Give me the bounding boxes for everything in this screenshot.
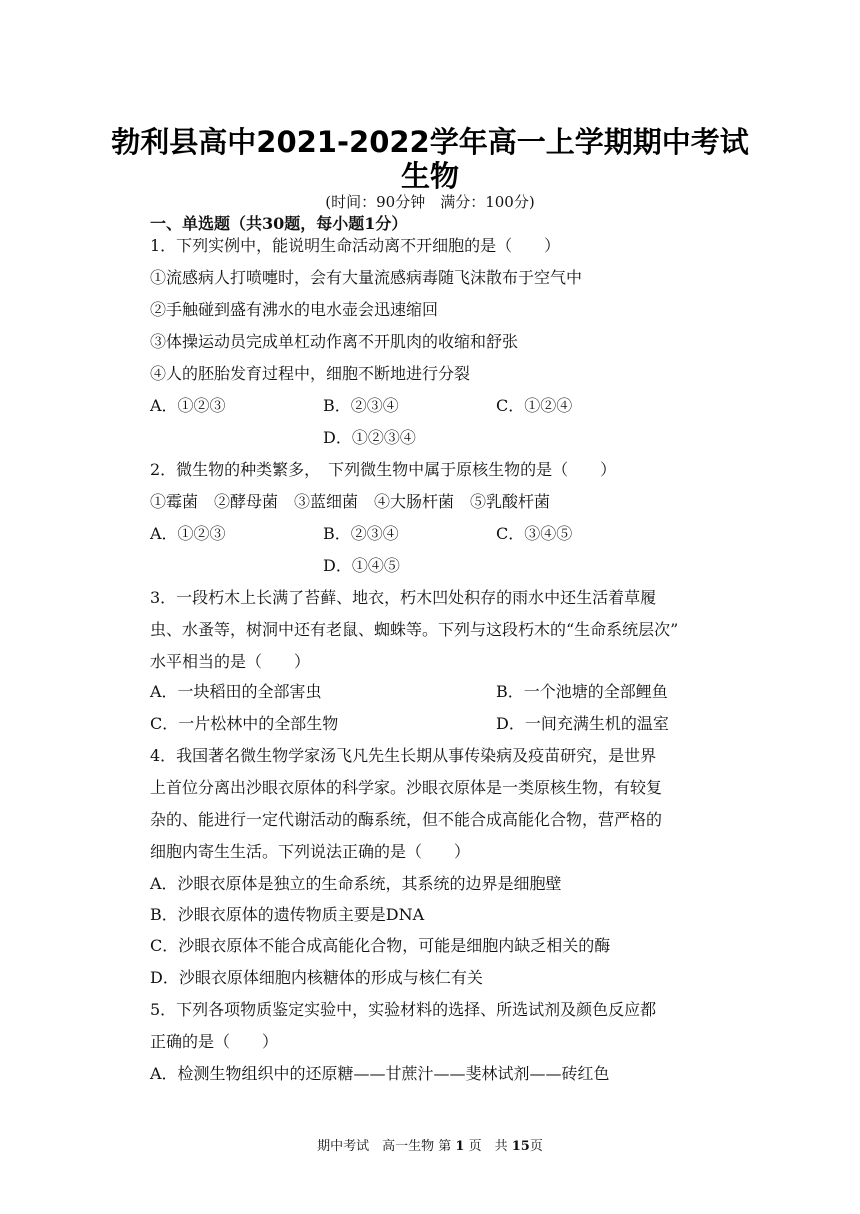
q5-stem-line: 正确的是（ ） [150,1032,279,1051]
q1-item: ①流感病人打喷嚏时，会有大量流感病毒随飞沫散布于空气中 [150,268,583,287]
q1-option-b: B．②③④ [323,396,399,415]
q5-stem-line: 5．下列各项物质鉴定实验中，实验材料的选择、所选试剂及颜色反应都 [150,1000,657,1019]
q4-option-b: B．沙眼衣原体的遗传物质主要是DNA [150,905,425,924]
q3-option-a: A．一块稻田的全部害虫 [150,682,322,701]
q1-option-d: D．①②③④ [323,428,416,447]
q1-option-a: A．①②③ [150,396,226,415]
q4-stem-line: 4．我国著名微生物学家汤飞凡先生长期从事传染病及疫苗研究，是世界 [150,746,657,765]
q4-option-a: A．沙眼衣原体是独立的生命系统，其系统的边界是细胞壁 [150,874,562,893]
q3-option-d: D．一间充满生机的温室 [496,714,669,733]
exam-title: 勃利县高中2021-2022学年高一上学期期中考试 [111,125,749,159]
exam-subject: 生物 [400,159,459,193]
q2-option-d: D．①④⑤ [323,556,400,575]
footer-page-number: 1 [455,1139,465,1154]
q3-stem-line: 水平相当的是（ ） [150,652,311,671]
q3-stem-line: 虫、水蚤等，树洞中还有老鼠、蜘蛛等。下列与这段朽木的“生命系统层次” [150,620,679,639]
q1-stem: 1．下列实例中，能说明生命活动离不开细胞的是（ ） [150,236,561,255]
footer-total-pages: 15 [511,1139,530,1154]
q1-item: ④人的胚胎发育过程中，细胞不断地进行分裂 [150,364,471,383]
footer-prefix: 期中考试 高一生物 第 [317,1139,452,1154]
q4-option-d: D．沙眼衣原体细胞内核糖体的形成与核仁有关 [150,968,483,987]
page-footer [0,1135,860,1154]
q4-stem-line: 杂的、能进行一定代谢活动的酶系统，但不能合成高能化合物，营严格的 [150,810,663,829]
q1-option-c: C．①②④ [496,396,573,415]
section-heading: 一、单选题（共30题，每小题1分） [150,214,408,233]
q1-item: ③体操运动员完成单杠动作离不开肌肉的收缩和舒张 [150,332,519,351]
q2-option-a: A．①②③ [150,524,226,543]
q4-option-c: C．沙眼衣原体不能合成高能化合物，可能是细胞内缺乏相关的酶 [150,936,611,955]
q3-option-c: C．一片松林中的全部生物 [150,714,339,733]
q2-items: ①霉菌 ②酵母菌 ③蓝细菌 ④大肠杆菌 ⑤乳酸杆菌 [150,492,551,511]
q2-stem: 2．微生物的种类繁多， 下列微生物中属于原核生物的是（ ） [150,460,617,479]
footer-suffix: 页 [529,1139,543,1154]
q4-stem-line: 上首位分离出沙眼衣原体的科学家。沙眼衣原体是一类原核生物，有较复 [150,778,663,797]
exam-meta: (时间：90分钟 满分：100分) [325,193,535,211]
footer-mid: 页 共 [468,1139,508,1154]
q2-option-c: C．③④⑤ [496,524,573,543]
q3-stem-line: 3．一段朽木上长满了苔藓、地衣，朽木凹处积存的雨水中还生活着草履 [150,588,657,607]
q2-option-b: B．②③④ [323,524,399,543]
q3-option-b: B．一个池塘的全部鲤鱼 [496,682,668,701]
q1-item: ②手触碰到盛有沸水的电水壶会迅速缩回 [150,300,439,319]
q4-stem-line: 细胞内寄生生活。下列说法正确的是（ ） [150,842,471,861]
q5-option-a: A．检测生物组织中的还原糖——甘蔗汁——斐林试剂——砖红色 [150,1064,610,1083]
